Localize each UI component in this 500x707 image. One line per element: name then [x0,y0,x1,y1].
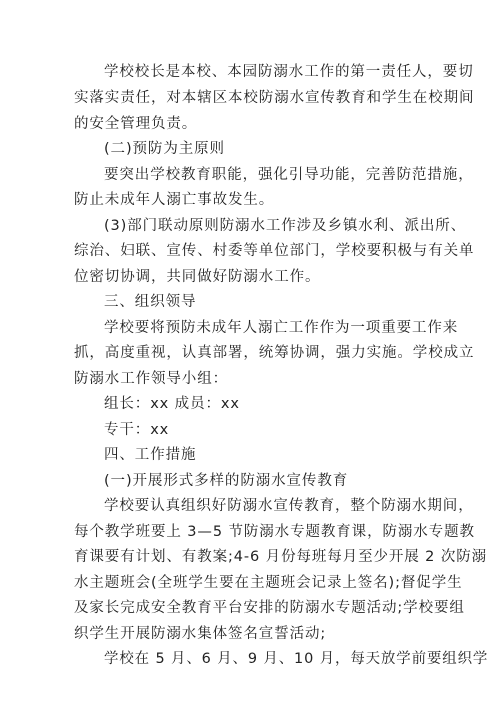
paragraph-line: 要突出学校教育职能，强化引导功能，完善防范措施， [104,167,474,183]
section-heading: (二)预防为主原则 [104,141,225,157]
section-heading: 三、组织领导 [104,294,197,310]
paragraph-line: 专干：xx [104,422,170,438]
paragraph-line: 防溺水工作领导小组： [74,371,228,387]
paragraph-line: 的安全管理负责。 [74,116,198,132]
paragraph-line: 学校要将预防未成年人溺亡工作作为一项重要工作来 [104,320,459,336]
paragraph-line: 织学生开展防溺水集体签名宣誓活动; [74,626,327,642]
paragraph-line: 抓，高度重视，认真部署，统筹协调，强力实施。学校成立 [74,345,475,361]
paragraph-line: 位密切协调，共同做好防溺水工作。 [74,269,321,285]
paragraph-line: 水主题班会(全班学生要在主题班会记录上签名);督促学生 [74,575,463,591]
paragraph-line: 实落实责任，对本辖区本校防溺水宣传教育和学生在校期间 [74,90,475,106]
paragraph-line: 及家长完成安全教育平台安排的防溺水专题活动;学校要组 [74,600,465,616]
paragraph-line: 每个教学班要上 3—5 节防溺水专题教育课，防溺水专题教 [74,524,475,540]
paragraph-line: 学校在 5 月、6 月、9 月、10 月，每天放学前要组织学 [104,651,489,667]
paragraph-line: 学校校长是本校、本园防溺水工作的第一责任人，要切 [104,64,474,80]
paragraph-line: 学校要认真组织好防溺水宣传教育，整个防溺水期间， [104,498,474,514]
paragraph-line: 防止未成年人溺亡事故发生。 [74,192,275,208]
paragraph-line: (3)部门联动原则防溺水工作涉及乡镇水利、派出所、 [104,218,467,234]
section-heading: 四、工作措施 [104,447,197,463]
paragraph-line: 组长：xx 成员：xx [104,396,240,412]
paragraph-line: 育课要有计划、有教案;4-6 月份每班每月至少开展 2 次防溺 [74,549,488,565]
section-heading: (一)开展形式多样的防溺水宣传教育 [104,473,349,489]
paragraph-line: 综治、妇联、宣传、村委等单位部门，学校要积极与有关单 [74,243,475,259]
